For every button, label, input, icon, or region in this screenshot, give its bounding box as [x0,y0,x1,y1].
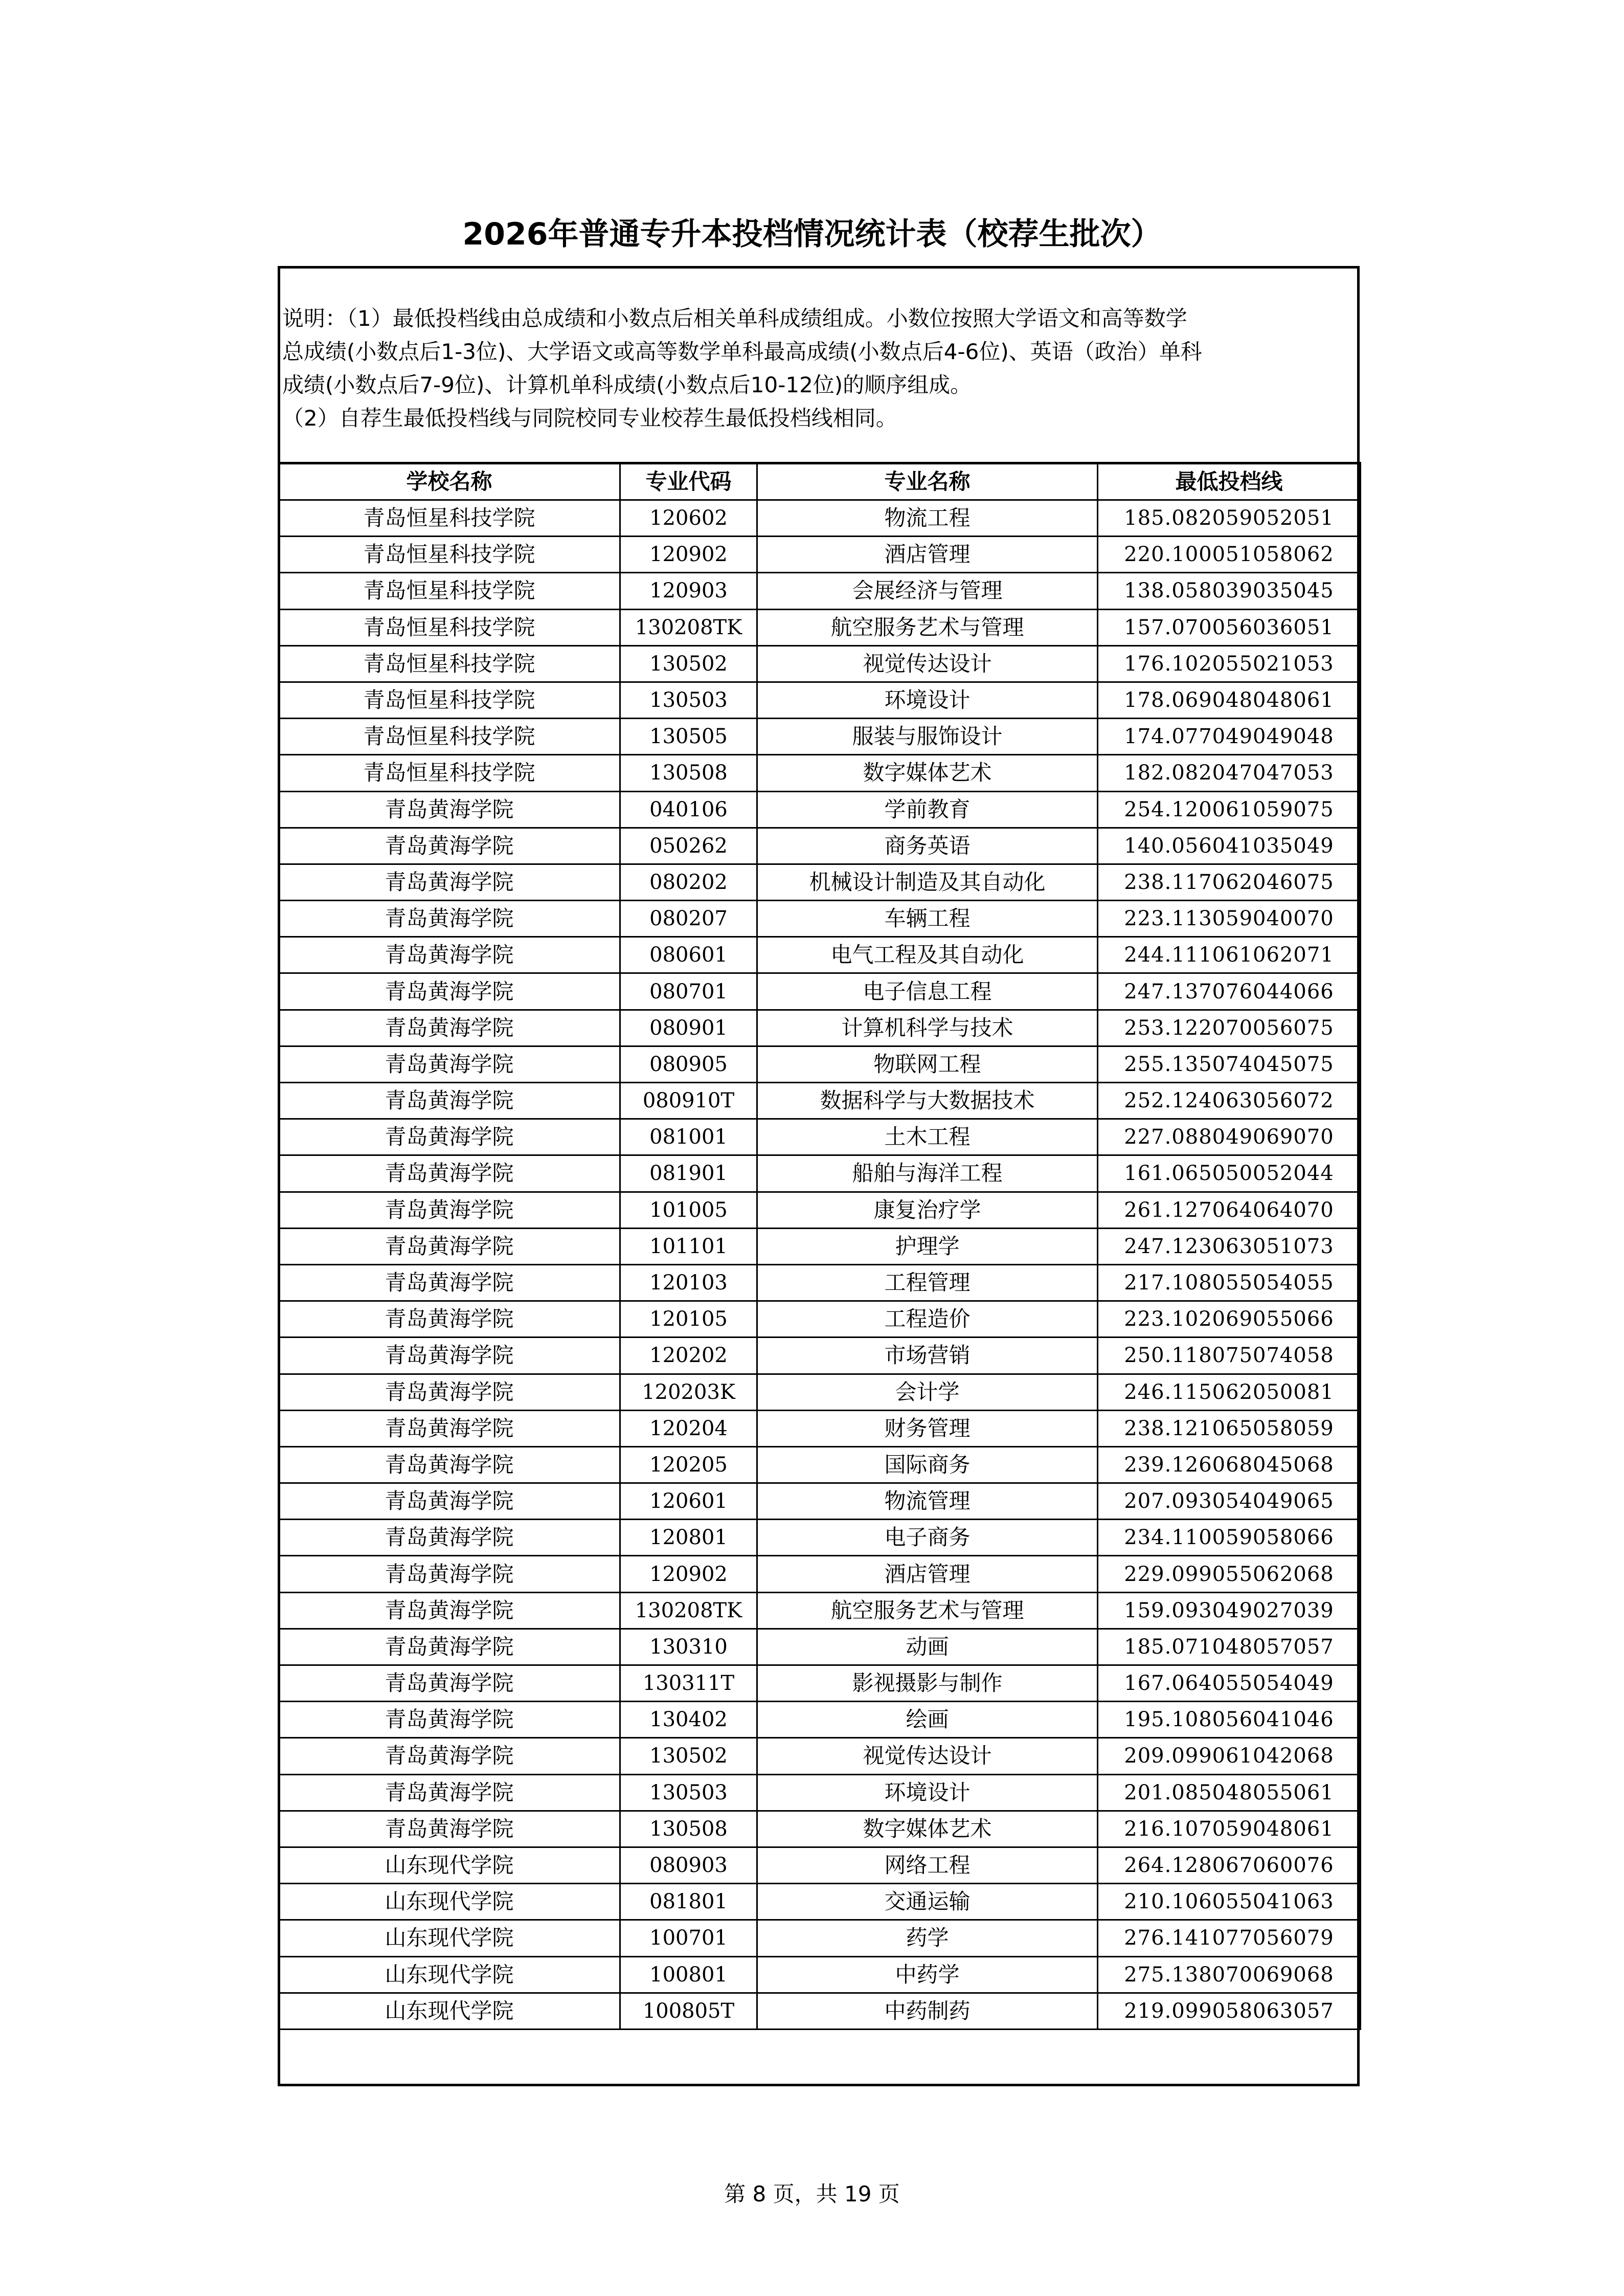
note-line: 总成绩(小数点后1-3位)、大学语文或高等数学单科最高成绩(小数点后4-6位)、英语（政治）单科 [282,339,1202,364]
cell-min-score: 246.115062050081 [1098,1374,1361,1410]
page-footer: 第 8 页，共 19 页 [724,2181,900,2206]
cell-min-score: 227.088049069070 [1098,1119,1361,1155]
cell-min-score: 217.108055054055 [1098,1264,1361,1301]
cell-major-code: 130508 [620,1811,757,1847]
cell-major-code: 081801 [620,1884,757,1920]
cell-min-score: 159.093049027039 [1098,1592,1361,1629]
cell-min-score: 238.121065058059 [1098,1410,1361,1446]
table-row [279,500,1361,537]
cell-school-name: 青岛黄海学院 [279,937,620,973]
cell-major-name: 数据科学与大数据技术 [757,1083,1098,1119]
cell-school-name: 青岛黄海学院 [279,1738,620,1774]
table-row [279,1920,1361,1956]
cell-school-name: 青岛黄海学院 [279,1629,620,1665]
cell-major-code: 100801 [620,1956,757,1993]
table-row [279,973,1361,1010]
cell-min-score: 140.056041035049 [1098,828,1361,864]
cell-major-code: 080207 [620,901,757,937]
cell-min-score: 219.099058063057 [1098,1993,1361,2029]
cell-school-name: 青岛黄海学院 [279,1811,620,1847]
cell-major-code: 080901 [620,1010,757,1046]
cell-major-name: 商务英语 [757,828,1098,864]
cell-school-name: 青岛恒星科技学院 [279,682,620,718]
cell-min-score: 247.123063051073 [1098,1228,1361,1264]
cell-major-code: 050262 [620,828,757,864]
cell-major-code: 100701 [620,1920,757,1956]
cell-school-name: 青岛恒星科技学院 [279,500,620,537]
cell-major-code: 101101 [620,1228,757,1264]
cell-school-name: 青岛恒星科技学院 [279,537,620,573]
cell-major-name: 车辆工程 [757,901,1098,937]
table-row [279,1410,1361,1446]
note-line: 成绩(小数点后7-9位)、计算机单科成绩(小数点后10-12位)的顺序组成。 [282,372,972,397]
cell-school-name: 青岛黄海学院 [279,828,620,864]
header-school-name: 学校名称 [279,463,620,500]
cell-school-name: 青岛黄海学院 [279,864,620,900]
table-row [279,791,1361,828]
cell-min-score: 255.135074045075 [1098,1046,1361,1082]
table-row [279,719,1361,755]
cell-min-score: 210.106055041063 [1098,1884,1361,1920]
cell-school-name: 青岛黄海学院 [279,1119,620,1155]
cell-min-score: 201.085048055061 [1098,1774,1361,1811]
table-row [279,609,1361,645]
cell-min-score: 167.064055054049 [1098,1665,1361,1702]
table-row [279,1738,1361,1774]
cell-min-score: 234.110059058066 [1098,1520,1361,1556]
cell-major-name: 药学 [757,1920,1098,1956]
cell-major-code: 080202 [620,864,757,900]
table-row [279,1956,1361,1993]
table-row [279,864,1361,900]
cell-min-score: 276.141077056079 [1098,1920,1361,1956]
table-row [279,1010,1361,1046]
table-body [279,500,1361,2030]
cell-major-name: 工程造价 [757,1301,1098,1338]
cell-major-code: 080910T [620,1083,757,1119]
cell-school-name: 青岛黄海学院 [279,1665,620,1702]
table-row [279,1301,1361,1338]
cell-min-score: 239.126068045068 [1098,1446,1361,1483]
table-row [279,1192,1361,1228]
cell-school-name: 青岛黄海学院 [279,1264,620,1301]
cell-major-code: 130310 [620,1629,757,1665]
cell-major-name: 环境设计 [757,682,1098,718]
cell-school-name: 青岛恒星科技学院 [279,645,620,682]
table-row [279,1338,1361,1374]
cell-min-score: 238.117062046075 [1098,864,1361,900]
cell-major-name: 服装与服饰设计 [757,719,1098,755]
table-row [279,1446,1361,1483]
cell-min-score: 264.128067060076 [1098,1847,1361,1883]
cell-school-name: 青岛黄海学院 [279,1410,620,1446]
cell-major-name: 视觉传达设计 [757,1738,1098,1774]
cell-major-code: 100805T [620,1993,757,2029]
cell-min-score: 174.077049049048 [1098,719,1361,755]
cell-major-name: 机械设计制造及其自动化 [757,864,1098,900]
cell-major-code: 080903 [620,1847,757,1883]
table-header-row [279,463,1361,500]
cell-major-name: 环境设计 [757,1774,1098,1811]
cell-major-name: 酒店管理 [757,1556,1098,1592]
cell-major-code: 130503 [620,1774,757,1811]
table-row [279,1228,1361,1264]
table-row [279,1702,1361,1738]
cell-min-score: 244.111061062071 [1098,937,1361,973]
cell-major-name: 学前教育 [757,791,1098,828]
cell-min-score: 275.138070069068 [1098,1956,1361,1993]
table-row [279,1556,1361,1592]
table-row [279,1520,1361,1556]
table-row [279,1884,1361,1920]
cell-school-name: 青岛黄海学院 [279,1010,620,1046]
cell-major-name: 康复治疗学 [757,1192,1098,1228]
table-row [279,1629,1361,1665]
cell-school-name: 青岛恒星科技学院 [279,573,620,609]
table-row [279,1155,1361,1192]
cell-min-score: 254.120061059075 [1098,791,1361,828]
cell-major-name: 数字媒体艺术 [757,755,1098,791]
table-row [279,1119,1361,1155]
cell-school-name: 青岛黄海学院 [279,1483,620,1520]
cell-school-name: 青岛黄海学院 [279,1155,620,1192]
table-row [279,1592,1361,1629]
table-row [279,537,1361,573]
cell-major-code: 120903 [620,573,757,609]
cell-school-name: 青岛黄海学院 [279,1556,620,1592]
cell-major-code: 081901 [620,1155,757,1192]
cell-major-name: 视觉传达设计 [757,645,1098,682]
cell-major-code: 080905 [620,1046,757,1082]
cell-major-name: 网络工程 [757,1847,1098,1883]
note-line: 说明：（1）最低投档线由总成绩和小数点后相关单科成绩组成。小数位按照大学语文和高等数学 [282,306,1187,331]
cell-major-code: 120902 [620,1556,757,1592]
cell-major-name: 电子信息工程 [757,973,1098,1010]
cell-major-code: 120103 [620,1264,757,1301]
cell-school-name: 青岛黄海学院 [279,901,620,937]
cell-min-score: 223.102069055066 [1098,1301,1361,1338]
cell-school-name: 青岛黄海学院 [279,1301,620,1338]
table-row [279,937,1361,973]
cell-school-name: 山东现代学院 [279,1920,620,1956]
header-min-score: 最低投档线 [1098,463,1361,500]
cell-major-name: 动画 [757,1629,1098,1665]
cell-school-name: 青岛黄海学院 [279,1774,620,1811]
cell-school-name: 青岛恒星科技学院 [279,755,620,791]
cell-min-score: 247.137076044066 [1098,973,1361,1010]
cell-major-code: 120105 [620,1301,757,1338]
cell-major-code: 130208TK [620,609,757,645]
cell-school-name: 青岛黄海学院 [279,1446,620,1483]
cell-min-score: 176.102055021053 [1098,645,1361,682]
cell-major-name: 酒店管理 [757,537,1098,573]
cell-major-code: 040106 [620,791,757,828]
cell-major-name: 中药学 [757,1956,1098,1993]
cell-school-name: 青岛黄海学院 [279,1702,620,1738]
cell-major-name: 物流管理 [757,1483,1098,1520]
cell-major-code: 120602 [620,500,757,537]
cell-min-score: 229.099055062068 [1098,1556,1361,1592]
cell-school-name: 青岛黄海学院 [279,1192,620,1228]
cell-major-name: 航空服务艺术与管理 [757,609,1098,645]
cell-min-score: 157.070056036051 [1098,609,1361,645]
cell-min-score: 185.071048057057 [1098,1629,1361,1665]
table-row [279,1811,1361,1847]
page-title: 2026年普通专升本投档情况统计表（校荐生批次） [462,216,1162,252]
cell-major-name: 计算机科学与技术 [757,1010,1098,1046]
cell-min-score: 209.099061042068 [1098,1738,1361,1774]
cell-school-name: 青岛黄海学院 [279,1374,620,1410]
cell-major-name: 土木工程 [757,1119,1098,1155]
cell-major-name: 绘画 [757,1702,1098,1738]
table-row [279,573,1361,609]
cell-min-score: 220.100051058062 [1098,537,1361,573]
cell-major-name: 航空服务艺术与管理 [757,1592,1098,1629]
table-row [279,645,1361,682]
cell-school-name: 青岛黄海学院 [279,1592,620,1629]
table-row [279,1483,1361,1520]
cell-school-name: 山东现代学院 [279,1956,620,1993]
cell-min-score: 261.127064064070 [1098,1192,1361,1228]
cell-major-name: 国际商务 [757,1446,1098,1483]
cell-major-name: 物联网工程 [757,1046,1098,1082]
cell-major-name: 会计学 [757,1374,1098,1410]
cell-major-code: 130508 [620,755,757,791]
cell-major-code: 101005 [620,1192,757,1228]
table-row [279,1774,1361,1811]
cell-school-name: 青岛黄海学院 [279,791,620,828]
cell-school-name: 青岛黄海学院 [279,1520,620,1556]
cell-major-code: 120801 [620,1520,757,1556]
table-row [279,828,1361,864]
cell-major-name: 财务管理 [757,1410,1098,1446]
table-row [279,1046,1361,1082]
cell-school-name: 青岛黄海学院 [279,1228,620,1264]
cell-major-code: 080701 [620,973,757,1010]
cell-min-score: 161.065050052044 [1098,1155,1361,1192]
table-row [279,1665,1361,1702]
table-row [279,1993,1361,2029]
cell-major-code: 120204 [620,1410,757,1446]
cell-major-code: 130502 [620,645,757,682]
cell-school-name: 山东现代学院 [279,1884,620,1920]
cell-major-name: 会展经济与管理 [757,573,1098,609]
cell-major-code: 130505 [620,719,757,755]
cell-school-name: 青岛黄海学院 [279,1046,620,1082]
table-row [279,1847,1361,1883]
cell-major-name: 电子商务 [757,1520,1098,1556]
cell-min-score: 138.058039035045 [1098,573,1361,609]
cell-min-score: 185.082059052051 [1098,500,1361,537]
cell-min-score: 182.082047047053 [1098,755,1361,791]
cell-min-score: 195.108056041046 [1098,1702,1361,1738]
cell-major-name: 市场营销 [757,1338,1098,1374]
cell-major-name: 影视摄影与制作 [757,1665,1098,1702]
cell-min-score: 216.107059048061 [1098,1811,1361,1847]
cell-major-name: 工程管理 [757,1264,1098,1301]
cell-major-code: 130311T [620,1665,757,1702]
cell-major-code: 130208TK [620,1592,757,1629]
admission-table [278,462,1361,2030]
cell-major-code: 130402 [620,1702,757,1738]
cell-major-name: 交通运输 [757,1884,1098,1920]
cell-school-name: 山东现代学院 [279,1993,620,2029]
table-row [279,682,1361,718]
note-line: （2）自荐生最低投档线与同院校同专业校荐生最低投档线相同。 [282,406,897,431]
notes-block [282,302,1354,435]
cell-major-code: 120601 [620,1483,757,1520]
cell-major-code: 120205 [620,1446,757,1483]
cell-min-score: 207.093054049065 [1098,1483,1361,1520]
cell-major-name: 数字媒体艺术 [757,1811,1098,1847]
header-major-name: 专业名称 [757,463,1098,500]
cell-major-name: 中药制药 [757,1993,1098,2029]
cell-school-name: 青岛黄海学院 [279,1338,620,1374]
cell-major-code: 130503 [620,682,757,718]
cell-major-code: 120902 [620,537,757,573]
cell-school-name: 山东现代学院 [279,1847,620,1883]
cell-major-name: 护理学 [757,1228,1098,1264]
cell-min-score: 253.122070056075 [1098,1010,1361,1046]
cell-major-name: 船舶与海洋工程 [757,1155,1098,1192]
table-row [279,901,1361,937]
cell-min-score: 223.113059040070 [1098,901,1361,937]
cell-min-score: 250.118075074058 [1098,1338,1361,1374]
cell-min-score: 252.124063056072 [1098,1083,1361,1119]
cell-school-name: 青岛黄海学院 [279,973,620,1010]
cell-school-name: 青岛恒星科技学院 [279,609,620,645]
cell-major-code: 130502 [620,1738,757,1774]
header-major-code: 专业代码 [620,463,757,500]
table-row [279,1083,1361,1119]
cell-school-name: 青岛黄海学院 [279,1083,620,1119]
cell-major-code: 081001 [620,1119,757,1155]
table-row [279,1374,1361,1410]
cell-min-score: 178.069048048061 [1098,682,1361,718]
table-row [279,755,1361,791]
cell-school-name: 青岛恒星科技学院 [279,719,620,755]
cell-major-code: 120203K [620,1374,757,1410]
table-row [279,1264,1361,1301]
cell-major-name: 电气工程及其自动化 [757,937,1098,973]
cell-major-code: 120202 [620,1338,757,1374]
cell-major-name: 物流工程 [757,500,1098,537]
cell-major-code: 080601 [620,937,757,973]
